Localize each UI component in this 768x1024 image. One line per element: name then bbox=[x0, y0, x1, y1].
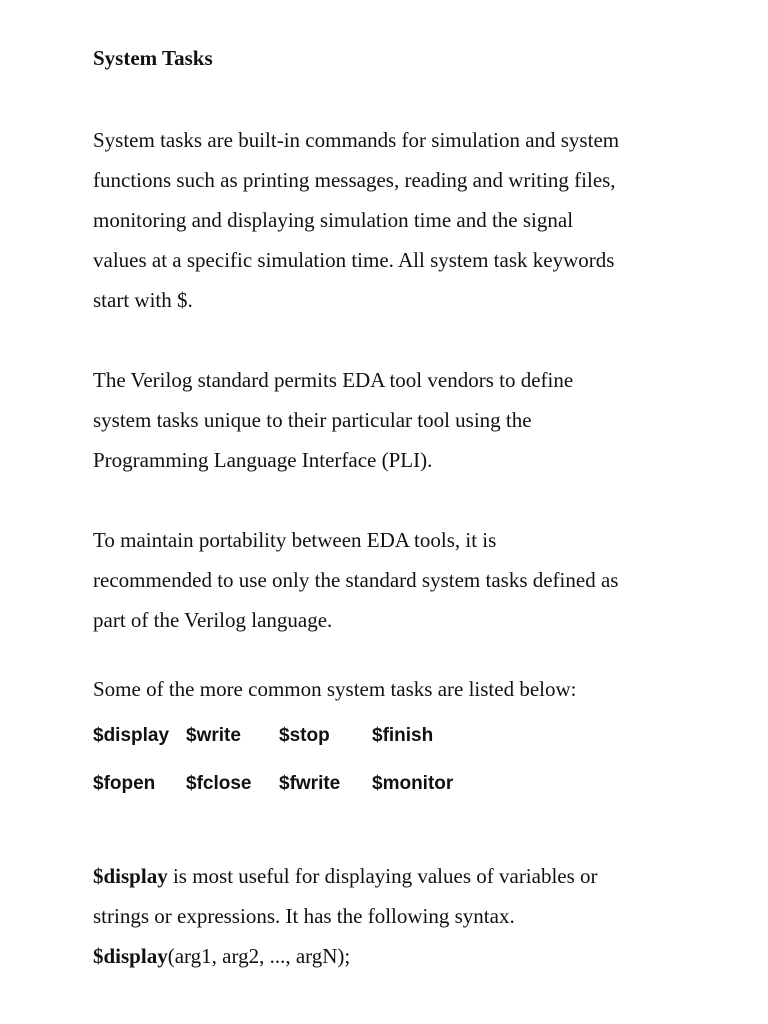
task-list-row-2 bbox=[93, 773, 713, 801]
text-line bbox=[93, 856, 713, 896]
task-keyword: $fwrite bbox=[279, 773, 341, 794]
text-fragment: is most useful for displaying values of variables or bbox=[167, 864, 598, 888]
display-keyword: $display bbox=[93, 864, 168, 888]
list-intro bbox=[93, 669, 713, 709]
pli-paragraph bbox=[93, 360, 713, 480]
section-title: System Tasks bbox=[93, 46, 213, 70]
text-line: Some of the more common system tasks are listed below: bbox=[93, 677, 577, 701]
text-line: system tasks unique to their particular tool using the bbox=[93, 408, 532, 432]
task-keyword: $display bbox=[93, 725, 170, 746]
text-line: start with $. bbox=[93, 288, 193, 312]
task-keyword: $monitor bbox=[372, 773, 454, 794]
task-keyword: $fclose bbox=[186, 773, 252, 794]
task-keyword: $finish bbox=[372, 725, 434, 746]
display-keyword: $display bbox=[93, 944, 168, 968]
text-line: To maintain portability between EDA tools, it is bbox=[93, 528, 497, 552]
task-list-row-1 bbox=[93, 725, 713, 753]
text-line: part of the Verilog language. bbox=[93, 608, 333, 632]
task-keyword: $fopen bbox=[93, 773, 156, 794]
portability-paragraph bbox=[93, 520, 713, 640]
text-line: System tasks are built-in commands for simulation and system bbox=[93, 128, 620, 152]
syntax-line bbox=[93, 936, 713, 976]
text-line: Programming Language Interface (PLI). bbox=[93, 448, 433, 472]
text-fragment: (arg1, arg2, ..., argN); bbox=[167, 944, 351, 968]
text-line: recommended to use only the standard system tasks defined as bbox=[93, 568, 619, 592]
text-line: functions such as printing messages, reading and writing files, bbox=[93, 168, 616, 192]
display-paragraph bbox=[93, 856, 713, 976]
text-line: strings or expressions. It has the following syntax. bbox=[93, 904, 515, 928]
text-line: values at a specific simulation time. All system task keywords bbox=[93, 248, 615, 272]
text-line: monitoring and displaying simulation time and the signal bbox=[93, 208, 574, 232]
task-keyword: $stop bbox=[279, 725, 330, 746]
text-line: The Verilog standard permits EDA tool vendors to define bbox=[93, 368, 574, 392]
intro-paragraph bbox=[93, 120, 713, 320]
task-keyword: $write bbox=[186, 725, 241, 746]
